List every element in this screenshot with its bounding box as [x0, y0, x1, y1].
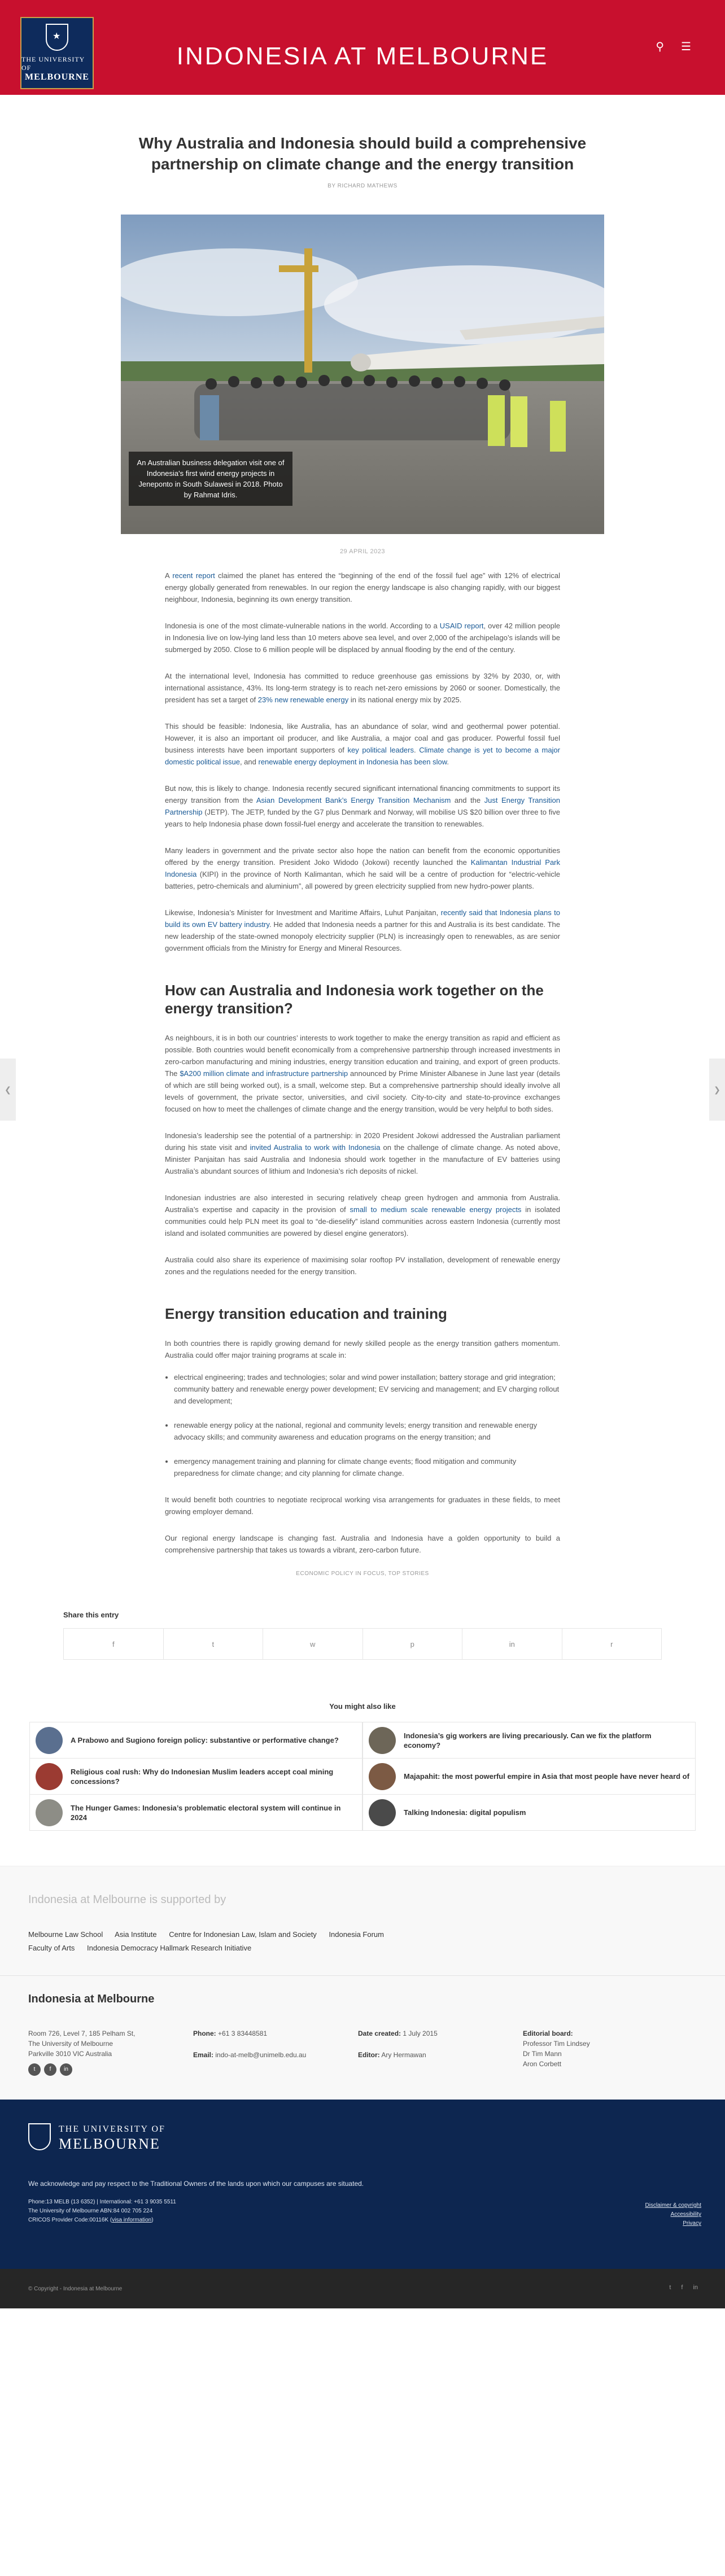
related-thumbnail: [369, 1799, 396, 1826]
footer-logo[interactable]: THE UNIVERSITY OF MELBOURNE: [28, 2122, 725, 2151]
linkedin-icon[interactable]: in: [60, 2063, 72, 2076]
hero-image: [121, 215, 604, 534]
support-link[interactable]: Indonesia Democracy Hallmark Research Initiative: [87, 1944, 252, 1952]
adb-etm-link[interactable]: Asian Development Bank’s Energy Transition Mechanism: [256, 796, 451, 804]
related-thumbnail: [369, 1763, 396, 1790]
support-link[interactable]: Indonesia Forum: [329, 1930, 384, 1939]
chevron-right-icon: ❯: [714, 1084, 720, 1094]
info-title: Indonesia at Melbourne: [28, 1993, 155, 2005]
facebook-icon: f: [112, 1639, 115, 1648]
related-post[interactable]: Religious coal rush: Why do Indonesian Muslim leaders accept coal mining concessions?: [29, 1759, 362, 1795]
prev-post-arrow[interactable]: [0, 1059, 16, 1121]
climate-partnership-link[interactable]: $A200 million climate and infrastructure partnership: [180, 1069, 348, 1078]
paragraph-7: Likewise, Indonesia’s Minister for Investment and Maritime Affairs, Luhut Panjaitan, recently said that Indonesia plans to build its own EV battery industry. He added that Indonesia needs a partner for this and Australia is its best candidate. The new leadership of the state-owned monopoly electricity supplier (PLN) is increasingly open to renewables, as are senior government officials from the Ministry for Energy and Mineral Resources.: [165, 908, 560, 952]
renewable-target-link[interactable]: 23% new renewable energy: [257, 696, 349, 704]
whatsapp-icon: w: [310, 1639, 316, 1648]
supported-by-title: Indonesia at Melbourne is supported by: [28, 1893, 226, 1906]
phone-number: +61 3 83448581: [218, 2030, 268, 2037]
small-scale-renewables-link[interactable]: small to medium scale renewable energy projects: [350, 1205, 522, 1214]
ev-battery-link[interactable]: recently said that Indonesia plans to build its own EV battery industry: [165, 908, 560, 929]
related-post[interactable]: Talking Indonesia: digital populism: [362, 1795, 696, 1831]
paragraph-6: Many leaders in government and the private sector also hope the nation can benefit from the economic opportunities offered by the energy transition. President Joko Widodo (Jokowi) recently launched the Kalimantan Industrial Park Indonesia (KIPI) in the province of North Kalimantan, which he said will be a centre of production for “electric-vehicle batteries, petro-chemicals and aluminium”, all powered by green electricity supplied from new hydro-power plants.: [165, 846, 560, 890]
paragraph-1: A recent report claimed the planet has entered the “beginning of the end of the fossil fuel age” with 12% of electrical energy globally generated from renewables. In our region the energy landscape is also changing rapidly, with our biggest neighbour, Indonesia, beginning its own energy transition.: [165, 571, 560, 603]
related-post[interactable]: Majapahit: the most powerful empire in Asia that most people have never heard of: [362, 1759, 696, 1795]
support-link[interactable]: Melbourne Law School: [28, 1930, 103, 1939]
chevron-left-icon: ❮: [5, 1084, 11, 1094]
related-posts: [29, 1702, 696, 1831]
related-thumbnail: [36, 1799, 63, 1826]
accessibility-link[interactable]: Accessibility: [670, 2211, 701, 2218]
related-thumbnail: [36, 1727, 63, 1754]
related-post[interactable]: The Hunger Games: Indonesia’s problematic electoral system will continue in 2024: [29, 1795, 362, 1831]
date-created: 1 July 2015: [403, 2030, 438, 2037]
site-title[interactable]: INDONESIA AT MELBOURNE: [176, 42, 549, 70]
paragraph-14: Our regional energy landscape is changing fast. Australia and Indonesia have a golden opportunity to build a comprehensive partnership that takes us towards a vibrant, zero-carbon future.: [165, 1534, 560, 1554]
footer-contact: Phone:13 MELB (13 6352) | International: +61 3 9035 5511 The University of Melbourne ABN:84 002 705 224 CRICOS Provider Code:00116K (visa information): [28, 2199, 176, 2223]
paragraph-11: Australia could also share its experience of maximising solar rooftop PV installation, development of renewable energy zones and the regulations needed for the energy transition.: [165, 1256, 560, 1276]
paragraph-13: It would benefit both countries to negotiate reciprocal working visa arrangements for graduates in these fields, to meet growing employer demand.: [165, 1495, 560, 1516]
paragraph-5: But now, this is likely to change. Indonesia recently secured significant international financing commitments to support its energy transition from the Asian Development Bank’s Energy Transition Mechanism and the Just Energy Transition Partnership (JETP). The JETP, funded by the G7 plus Denmark and Norway, will mobilise US $20 billion over three to five years to help Indonesia phase down fossil-fuel energy and accelerate the transition to renewables.: [165, 784, 560, 828]
copyright-text: © Copyright - Indonesia at Melbourne: [28, 2286, 123, 2292]
share-facebook-button[interactable]: [64, 1629, 164, 1659]
article: [120, 95, 605, 1577]
climate-issue-link[interactable]: Climate change is yet to become a major domestic political issue: [165, 746, 560, 766]
menu-icon[interactable]: ☰: [681, 41, 691, 53]
related-thumbnail: [36, 1763, 63, 1790]
address-line: Parkville 3010 VIC Australia: [28, 2050, 112, 2058]
facebook-icon[interactable]: f: [681, 2284, 683, 2291]
heading-work-together: How can Australia and Indonesia work together on the energy transition?: [165, 982, 544, 1017]
share-whatsapp-button[interactable]: [263, 1629, 363, 1659]
paragraph-9: Indonesia’s leadership see the potential of a partnership: in 2020 President Jokowi addressed the Australian parliament during his state visit and invited Australia to work with Indonesia on the challenge of climate change. As noted above, Minister Panjaitan has said Australia and Indonesia should work together in the manufacture of EV batteries using Australia’s abundant sources of lithium and Indonesia’s rich deposits of nickel.: [165, 1131, 560, 1175]
twitter-icon[interactable]: t: [669, 2284, 671, 2291]
share-reddit-button[interactable]: [562, 1629, 662, 1659]
paragraph-4: This should be feasible: Indonesia, like Australia, has an abundance of solar, wind and geothermal power potential. However, it is also an important oil producer, and like Australia, a major coal and gas producer. Powerful fossil fuel business interests have been important supporters of key political leaders. Climate change is yet to become a major domestic political issue, and renewable energy deployment in Indonesia has been slow.: [165, 722, 560, 766]
email-address[interactable]: indo-at-melb@unimelb.edu.au: [215, 2051, 307, 2059]
support-link[interactable]: Faculty of Arts: [28, 1944, 75, 1952]
address-line: Room 726, Level 7, 185 Pelham St,: [28, 2030, 136, 2037]
logo-line2: MELBOURNE: [25, 72, 89, 82]
deployment-slow-link[interactable]: renewable energy deployment in Indonesia has been slow: [258, 758, 447, 766]
support-link[interactable]: Centre for Indonesian Law, Islam and Society: [169, 1930, 317, 1939]
disclaimer-link[interactable]: Disclaimer & copyright: [645, 2202, 701, 2208]
university-footer: [0, 2100, 725, 2269]
linkedin-icon[interactable]: in: [693, 2284, 698, 2291]
related-title: You might also like: [329, 1702, 396, 1711]
privacy-link[interactable]: Privacy: [683, 2220, 701, 2227]
site-info: Indonesia at Melbourne Room 726, Level 7, 185 Pelham St, The University of Melbourne Parkville 3010 VIC Australia t f in Phone: +61 3 83448581 Email: indo-at-melb@unimelb.edu.au Date created: 1 July 2015 Editor: Ary Hermawan Editorial board: Professor Tim Lindsey Dr Tim Mann Aron Corbett: [0, 1975, 725, 2100]
related-post[interactable]: A Prabowo and Sugiono foreign policy: substantive or performative change?: [29, 1722, 362, 1759]
site-header: [0, 0, 725, 95]
paragraph-3: At the international level, Indonesia has committed to reduce greenhouse gas emissions by 32% by 2030, or, with international assistance, 43%. Its long-term strategy is to reach net-zero emissions by 2060 or sooner. Domestically, the president has set a target of 23% new renewable energy in its national energy mix by 2025.: [165, 672, 560, 704]
training-list: [165, 1371, 560, 1479]
supported-by: [0, 1866, 725, 1975]
next-post-arrow[interactable]: [709, 1059, 725, 1121]
share-title: Share this entry: [63, 1611, 119, 1619]
post-tags[interactable]: ECONOMIC POLICY IN FOCUS, TOP STORIES: [296, 1571, 429, 1577]
usaid-report-link[interactable]: USAID report: [439, 622, 484, 630]
paragraph-10: Indonesian industries are also interested in securing relatively cheap green hydrogen and ammonia from Australia. Australia’s expertise and capacity in the provision of small to medium scale renewable energy projects in isolated communities could help PLN meet its goal to “de-dieselify” island communities across eastern Indonesia (currently most island and isolated communities are powered by diesel engine generators).: [165, 1193, 561, 1237]
acknowledgement: We acknowledge and pay respect to the Traditional Owners of the lands upon which our campuses are situated.: [28, 2180, 364, 2188]
kipi-link[interactable]: Kalimantan Industrial Park Indonesia: [165, 858, 560, 878]
share-section: [63, 1611, 662, 1660]
reddit-icon: r: [610, 1639, 613, 1648]
article-body: [165, 570, 560, 1577]
invited-australia-link[interactable]: invited Australia to work with Indonesia: [250, 1143, 381, 1152]
share-twitter-button[interactable]: [164, 1629, 264, 1659]
image-caption: An Australian business delegation visit one of Indonesia's first wind energy projects in Jeneponto in South Sulawesi in 2018. Photo by Rahmat Idris.: [129, 452, 292, 506]
post-title: Why Australia and Indonesia should build a comprehensive partnership on climate change and the energy transition: [138, 134, 587, 173]
paragraph-12: In both countries there is rapidly growing demand for newly skilled people as the energy transition gathers momentum. Australia could offer major training programs at scale in:: [165, 1339, 560, 1359]
visa-info-link[interactable]: visa information: [112, 2217, 152, 2223]
twitter-icon[interactable]: t: [28, 2063, 41, 2076]
paragraph-2: Indonesia is one of the most climate-vulnerable nations in the world. According to a USAID report, over 42 million people in Indonesia live on low-lying land less than 10 meters above sea level, and over 2,000 of the archipelago’s islands will be submerged by 2050. Close to 6 million people will be displaced by annual flooding by the end of the century.: [165, 622, 560, 654]
list-item: • electrical engineering; trades and technologies; solar and wind power installation; battery storage and grid integration; community battery and renewable energy power development; EV servicing and management; and EV charging rollout and development;: [174, 1371, 560, 1407]
byline: BY RICHARD MATHEWS: [327, 183, 398, 189]
list-item: • renewable energy policy at the national, regional and community levels; energy transition and renewable energy advocacy skills; and community awareness and education programs on the energy transition; and: [174, 1419, 560, 1443]
support-link[interactable]: Asia Institute: [115, 1930, 157, 1939]
twitter-icon: t: [212, 1639, 215, 1648]
board-member: Professor Tim Lindsey: [523, 2040, 590, 2048]
political-leaders-link[interactable]: key political leaders: [347, 746, 414, 754]
list-item: • emergency management training and planning for climate change events; flood mitigation and community preparedness for climate change; and city planning for climate change.: [174, 1455, 560, 1479]
paragraph-8: As neighbours, it is in both our countries’ interests to work together to make the energy transition as rapid and efficient as possible. Both countries would benefit economically from a comprehensive partnership through increased investments in zero-carbon manufacturing and mining industries, energy transition education and training, and export of green products. The $A200 million climate and infrastructure partnership announced by Prime Minister Albanese in June last year (details of which are still being worked out), is a small, welcome step. But a comprehensive partnership should ideally involve all levels of government, the private sector, universities, and civil society. City-to-city and state-to-province exchanges focused on how to meet the challenges of climate change and the energy transition, would be very helpful to both sides.: [165, 1034, 561, 1113]
heading-education-training: Energy transition education and training: [165, 1305, 447, 1322]
crest-icon: [28, 2123, 51, 2150]
facebook-icon[interactable]: f: [44, 2063, 56, 2076]
post-date: 29 APRIL 2023: [339, 548, 386, 555]
jetp-link[interactable]: Just Energy Transition Partnership: [165, 796, 560, 816]
logo-line1: THE UNIVERSITY OF: [21, 55, 85, 72]
share-linkedin-button[interactable]: [462, 1629, 562, 1659]
share-pinterest-button[interactable]: [363, 1629, 463, 1659]
related-post[interactable]: Indonesia’s gig workers are living precariously. Can we fix the platform economy?: [362, 1722, 696, 1759]
copyright-bar: [0, 2269, 725, 2308]
search-icon[interactable]: ⚲: [656, 41, 665, 53]
linkedin-icon: in: [509, 1639, 515, 1648]
related-thumbnail: [369, 1727, 396, 1754]
recent-report-link[interactable]: recent report: [172, 571, 215, 580]
board-member: Dr Tim Mann: [523, 2050, 562, 2058]
address-line: The University of Melbourne: [28, 2040, 113, 2048]
board-member: Aron Corbett: [523, 2060, 562, 2068]
editor-name: Ary Hermawan: [381, 2051, 426, 2059]
pinterest-icon: p: [410, 1639, 414, 1648]
